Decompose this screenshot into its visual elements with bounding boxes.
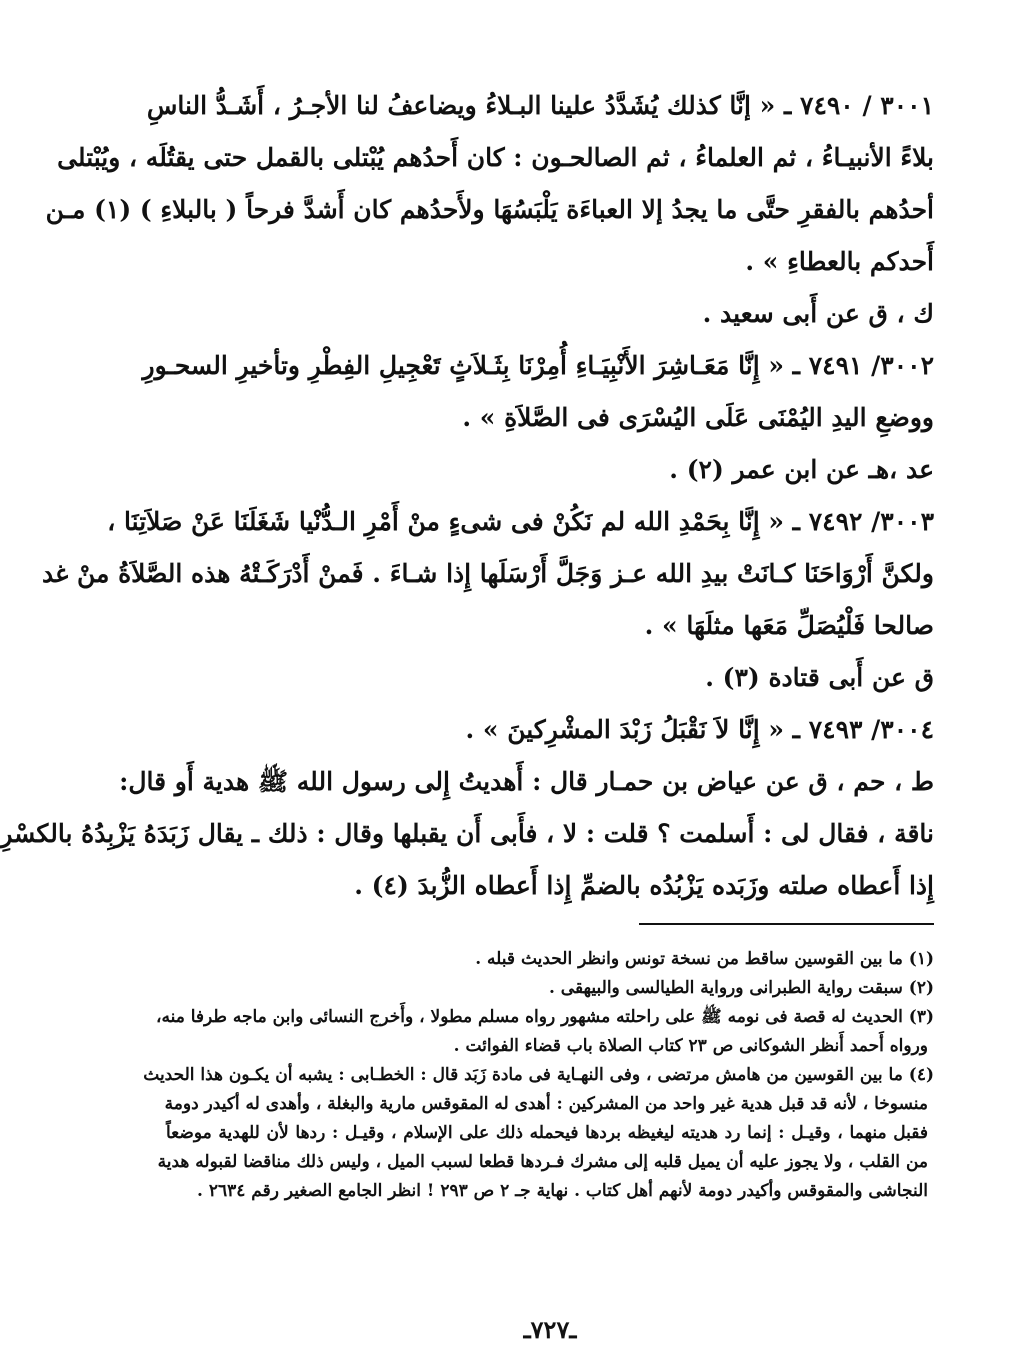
hadith-3001 [45,80,934,340]
main-text [0,80,934,912]
footnotes [143,945,934,1206]
hadith-3004 [166,704,934,756]
commentary-line: إِذا أَعطاه صلته وزَبَده يَزْبُدُه بالضمِّ إِذا أَعطاه الزُّبدَ (٤) . [354,871,934,900]
hadith-3003 [42,496,934,704]
page-number: ـ٧٢٧ـ [523,1315,577,1344]
hadith-line: صالحا فَلْيُصَلِّ مَعَها مثلَهَا » . [644,611,934,640]
hadith-3002 [142,340,934,496]
footnote-3-continued: ورواه أَحمد أَنظر الشوكانى ص ٢٣ كتاب الصلاة باب قضاء الفوائت . [453,1036,928,1056]
hadith-line: ٣٠٠٢/ ٧٤٩١ ـ « إِنَّا مَعَـاشِرَ الأَنْبِيَـاءِ أُمِرْنَا بِثَـلاَثٍ تَعْجِيلِ الفِطْرِ وتأخيرِ السحـورِ [142,351,934,380]
footnote-1: (١) ما بين القوسين ساقط من نسخة تونس وانظر الحديث قبله . [475,949,934,969]
hadith-source: ق عن أَبى قتادة (٣) . [705,663,934,692]
hadith-line: أَحدكم بالعطاءِ » . [745,247,934,276]
commentary-line: ط ، حم ، ق عن عياض بن حمـار قال : أَهديتُ إِلى رسول الله ﷺ هدية أَو قال: [119,767,934,796]
hadith-source: ك ، ق عن أَبى سعيد . [702,299,934,328]
hadith-source: عد ،هـ عن ابن عمر (٢) . [669,455,934,484]
hadith-line: ووضعِ اليدِ اليُمْنَى عَلَى اليُسْرَى فى الصَّلاَةِ » . [462,403,934,432]
hadith-line: ٣٠٠١ / ٧٤٩٠ ـ « إنَّا كذلك يُشَدَّدُ علينا البـلاءُ ويضاعفُ لنا الأجـرُ ، أَشَـدُّ الناسِ [146,91,934,120]
hadith-line: بلاءً الأنبيـاءُ ، ثم العلماءُ ، ثم الصالحـون : كان أَحدُهم يُبْتلى بالقمل حتى يقتُلَه ، ويُبْتلى [57,143,934,172]
footnote-2: (٢) سبقت رواية الطبرانى ورواية الطيالسى والبيهقى . [548,978,934,998]
footnote-separator-wrap [74,915,934,935]
footnote-4: (٤) ما بين القوسين من هامش مرتضى ، وفى النهـاية فى مادة زَبَد قال : الخطـابى : يشبه أن يكـون هذا الحديث [143,1065,934,1085]
hadith-line: ٣٠٠٤/ ٧٤٩٣ ـ « إِنَّا لاَ نَقْبَلُ زَبْدَ المشْرِكينَ » . [465,715,934,744]
hadith-line: ٣٠٠٣/ ٧٤٩٢ ـ « إِنَّا بِحَمْدِ الله لم نَكُنْ فى شىءٍ منْ أَمْرِ الـدُّنْيا شَغَلَنَا عَنْ صَلاَتِنَا ، [107,507,934,536]
footnote-separator [639,923,934,925]
footnote-4-continued: فقبل منهما ، وقيـل : إنما رد هديته ليغيظه بردها فيحمله ذلك على الإسلام ، وقيـل : ردها لأن للهدية موضعاً [166,1123,928,1143]
footnote-4-continued: منسوخا ، لأنه قد قبل هدية غير واحد من المشركين : أهدى له المقوقس مارية والبغلة ، وأهدى له أكيدر دومة [164,1094,928,1114]
commentary-line: ناقة ، فقال لى : أَسلمت ؟ قلت : لا ، فأَبى أَن يقبلها وقال : ذلك ـ يقال زَبَدَهُ يَزْبِدُهُ بالكسْرِ [0,819,934,848]
hadith-line: ولكنَّ أَرْوَاحَنَا كـانَتْ بيدِ الله عـز وَجَلَّ أَرْسَلَها إِذا شـاءَ . فَمنْ أَدْرَكَـتْهُ هذه الصَّلاَةُ منْ غد [42,559,934,588]
footnote-4-continued: النجاشى والمقوقس وأكيدر دومة لأنهم أهل كتاب . نهاية جـ ٢ ص ٢٩٣ ! انظر الجامع الصغير رقم ٢٦٣٤ . [196,1181,928,1201]
footnote-3: (٣) الحديث له قصة فى نومه ﷺ على راحلته مشهور رواه مسلم مطولا ، وأَخرج النسائى وابن ماجه طرفا منه، [155,1007,934,1027]
footnote-4-continued: من القلب ، ولا يجوز عليه أن يميل قلبه إلى مشرك فـردها قطعا لسبب الميل ، وليس ذلك مناقضا لقبوله هدية [157,1152,928,1172]
hadith-line: أحدُهم بالفقرِ حتَّى ما يجدُ إلا العباءَة يَلْبَسُهَا ولأَحدُهم كان أَشدَّ فرحاً ( بالبلاءِ ) (١) مـن [45,195,934,224]
hadith-commentary [0,756,934,912]
